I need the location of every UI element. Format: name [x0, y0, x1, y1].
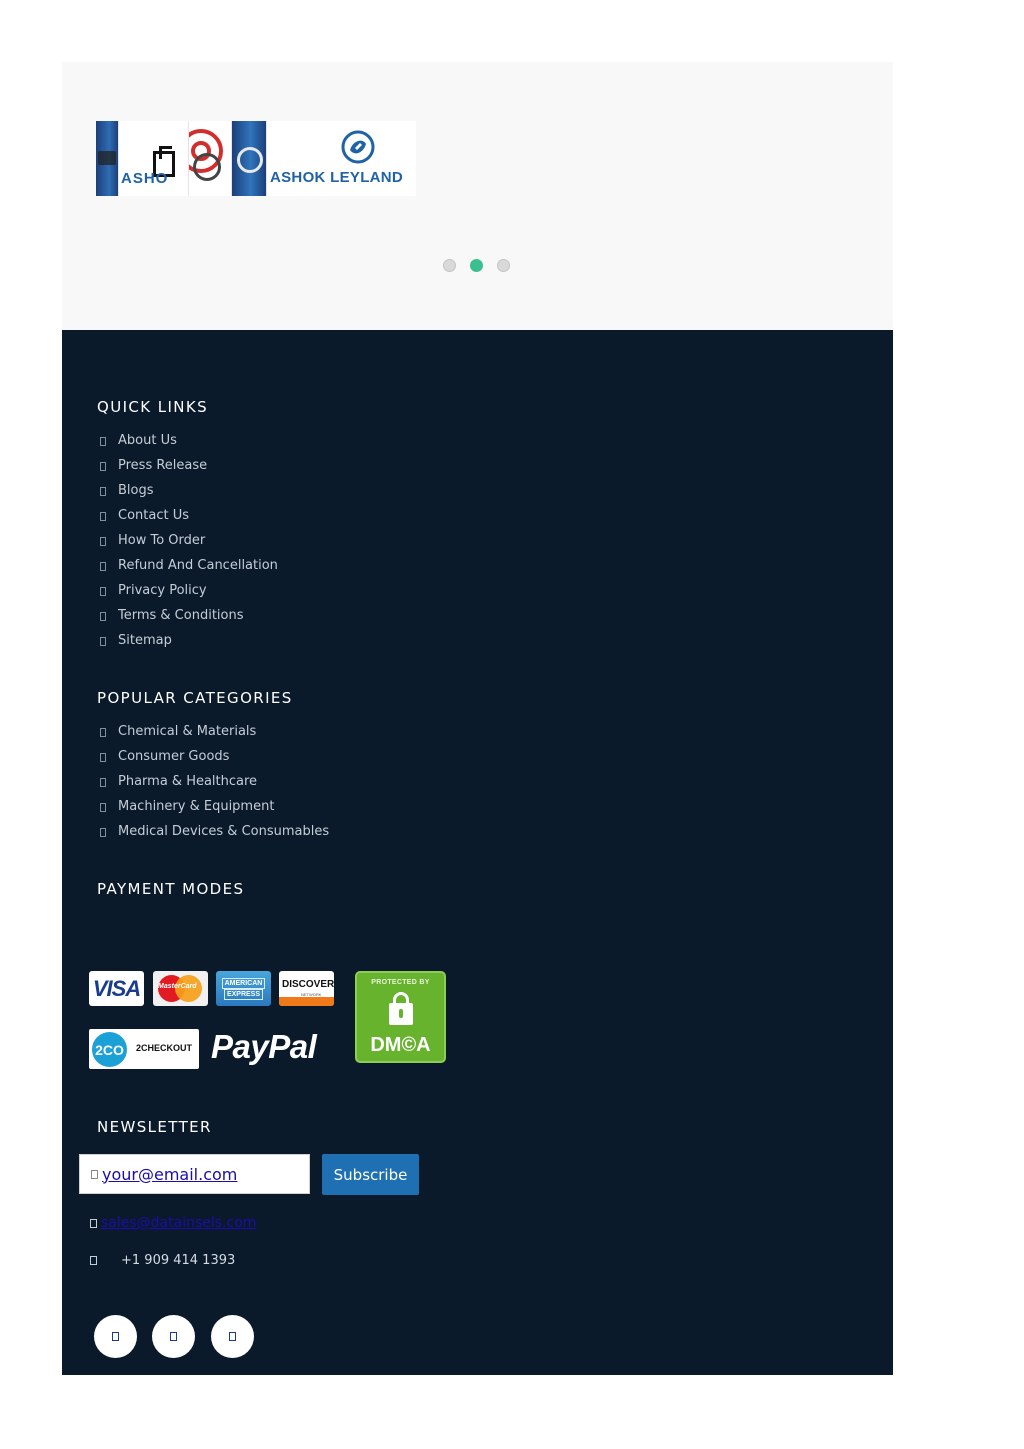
- phone-icon: [90, 1256, 97, 1265]
- contact-phone: [90, 1253, 235, 1268]
- contact-email: [90, 1215, 256, 1231]
- carousel-dot-2[interactable]: [470, 259, 483, 272]
- dmca-protected-badge[interactable]: [355, 971, 446, 1063]
- chevron-right-icon: [100, 437, 106, 446]
- gear-icon: [193, 153, 221, 181]
- client-logo-carousel: [62, 62, 893, 330]
- ashok-leyland-logo: [267, 121, 416, 196]
- category-link-consumer-goods[interactable]: Consumer Goods: [100, 744, 329, 769]
- mastercard-logo: [153, 971, 208, 1006]
- chevron-right-icon: [100, 828, 106, 837]
- client-logo: [232, 121, 267, 196]
- chevron-right-icon: [100, 637, 106, 646]
- quick-links-heading: QUICK LINKS: [97, 398, 209, 416]
- subscribe-button[interactable]: Subscribe: [322, 1154, 419, 1195]
- chevron-right-icon: [100, 537, 106, 546]
- category-link-medical-devices[interactable]: Medical Devices & Consumables: [100, 819, 329, 844]
- social-link-1[interactable]: [94, 1315, 137, 1358]
- popular-categories-heading: POPULAR CATEGORIES: [97, 689, 293, 707]
- 2checkout-logo: [89, 1029, 199, 1069]
- discover-subtext: NETWORK: [301, 992, 322, 997]
- discover-logo: [279, 971, 334, 1006]
- mastercard-text: MasterCard: [158, 983, 197, 990]
- chevron-right-icon: [100, 612, 106, 621]
- chevron-right-icon: [100, 562, 106, 571]
- client-logo-partial: [96, 121, 119, 196]
- footer-link-blogs[interactable]: Blogs: [100, 478, 278, 503]
- carousel-pagination: [443, 259, 510, 272]
- 2checkout-text: 2CHECKOUT: [136, 1043, 193, 1053]
- envelope-icon: [91, 1170, 98, 1179]
- visa-logo: VISA: [89, 971, 144, 1006]
- footer-link-about-us[interactable]: About Us: [100, 428, 278, 453]
- paypal-logo: PayPal: [211, 1028, 317, 1065]
- client-logo: [119, 121, 189, 196]
- chevron-right-icon: [100, 778, 106, 787]
- footer-link-contact-us[interactable]: Contact Us: [100, 503, 278, 528]
- chevron-right-icon: [100, 587, 106, 596]
- social-link-2[interactable]: [152, 1315, 195, 1358]
- envelope-icon: [90, 1219, 97, 1228]
- category-link-pharma[interactable]: Pharma & Healthcare: [100, 769, 329, 794]
- chevron-right-icon: [100, 487, 106, 496]
- dmca-text: DM©A: [370, 1034, 431, 1056]
- newsletter-heading: NEWSLETTER: [97, 1118, 212, 1136]
- contact-phone-number: +1 909 414 1393: [121, 1253, 236, 1268]
- carousel-dot-3[interactable]: [497, 259, 510, 272]
- social-icon-3: [229, 1332, 236, 1341]
- footer-link-how-to-order[interactable]: How To Order: [100, 528, 278, 553]
- chevron-right-icon: [100, 728, 106, 737]
- amex-logo: [216, 971, 271, 1006]
- social-link-3[interactable]: [211, 1315, 254, 1358]
- newsletter-email-field[interactable]: [79, 1154, 310, 1194]
- payment-modes-heading: PAYMENT MODES: [97, 880, 245, 898]
- discover-text: DISCOVER: [282, 979, 334, 990]
- 2co-badge: 2CO: [92, 1032, 127, 1067]
- social-icon-2: [170, 1332, 177, 1341]
- chevron-right-icon: [100, 512, 106, 521]
- chevron-right-icon: [100, 462, 106, 471]
- client-logo: [189, 121, 232, 196]
- footer-link-refund[interactable]: Refund And Cancellation: [100, 553, 278, 578]
- category-link-chemical[interactable]: Chemical & Materials: [100, 719, 329, 744]
- chevron-right-icon: [100, 803, 106, 812]
- discover-bar: [279, 997, 334, 1006]
- chevron-right-icon: [100, 753, 106, 762]
- contact-email-link[interactable]: sales@datainsels.com: [101, 1215, 257, 1231]
- footer-link-press-release[interactable]: Press Release: [100, 453, 278, 478]
- footer-link-sitemap[interactable]: Sitemap: [100, 628, 278, 653]
- amex-text-1: AMERICAN: [222, 978, 266, 989]
- footer-link-privacy-policy[interactable]: Privacy Policy: [100, 578, 278, 603]
- newsletter-email-input[interactable]: [102, 1165, 292, 1184]
- amex-text-2: EXPRESS: [224, 989, 263, 1000]
- ashok-leyland-emblem-icon: [341, 130, 375, 164]
- lock-icon: [389, 1003, 413, 1025]
- category-link-machinery[interactable]: Machinery & Equipment: [100, 794, 329, 819]
- footer-link-terms[interactable]: Terms & Conditions: [100, 603, 278, 628]
- popular-categories-list: [100, 719, 329, 844]
- brand-name: ASHOK LEYLAND: [270, 169, 404, 186]
- dmca-top-text: PROTECTED BY: [371, 979, 430, 986]
- quick-links-list: [100, 428, 278, 653]
- logo-text-partial: ASHO: [121, 170, 169, 187]
- logo-strip: [96, 121, 416, 196]
- site-footer: [62, 330, 893, 1375]
- gear-icon: [237, 147, 263, 173]
- carousel-dot-1[interactable]: [443, 259, 456, 272]
- social-icon-1: [112, 1332, 119, 1341]
